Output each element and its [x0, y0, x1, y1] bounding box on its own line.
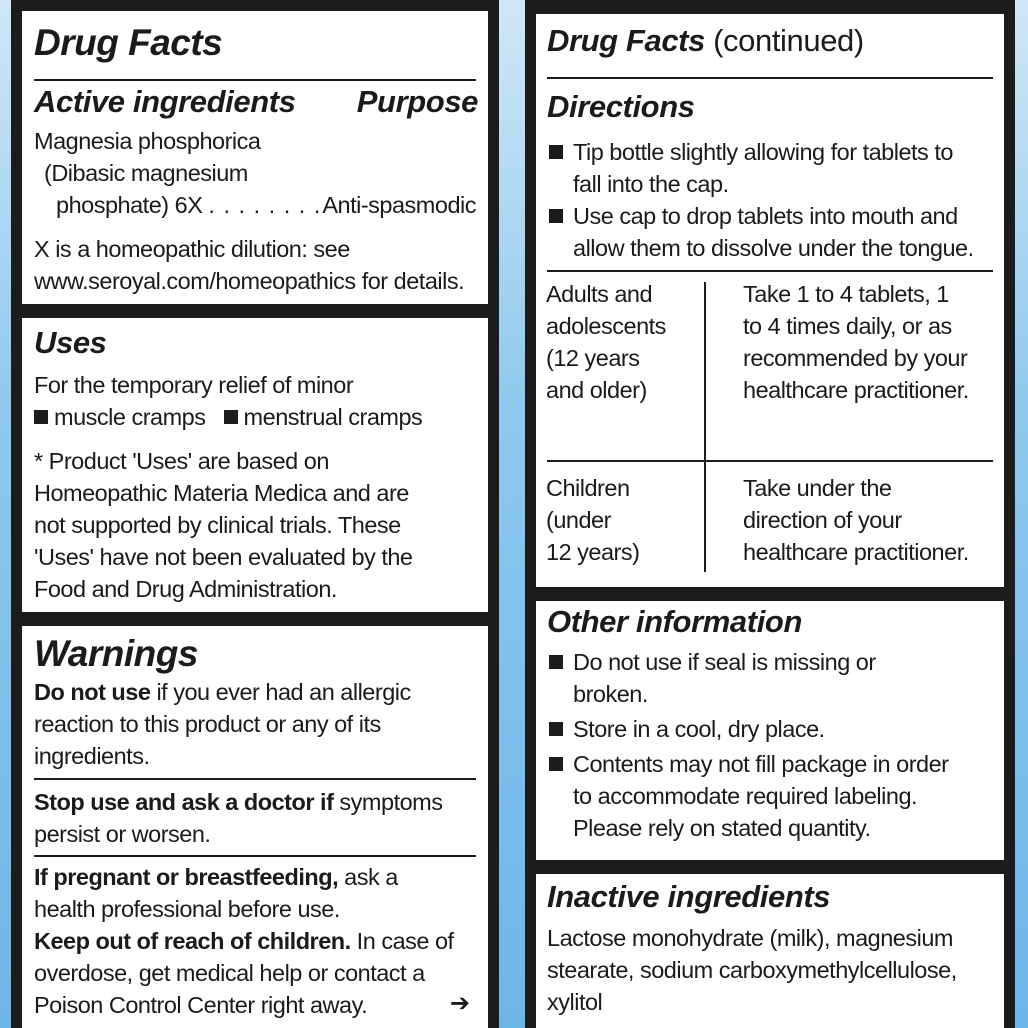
active-ingredients-heading: Active ingredients — [34, 84, 296, 119]
dosage-children-who — [546, 472, 639, 568]
direction-line: allow them to dissolve under the tongue. — [573, 235, 974, 261]
keep-out-text1: In case of — [350, 928, 454, 954]
bullet-icon — [549, 722, 563, 736]
other-line: Contents may not fill package in order — [573, 751, 949, 777]
dosage-dose-line: healthcare practitioner. — [743, 539, 969, 565]
do-not-use-line2: reaction to this product or any of its — [34, 711, 381, 737]
dilution-note-line2: www.seroyal.com/homeopathics for details. — [34, 268, 465, 294]
dosage-adults-dose — [743, 278, 969, 406]
ingredient-line2: (Dibasic magnesium — [44, 160, 248, 186]
pregnant-label: If pregnant or breastfeeding, — [34, 864, 339, 890]
direction-item-tip — [547, 136, 974, 200]
continued-arrow-icon: ➔ — [449, 989, 470, 1017]
stop-use-text1: symptoms — [333, 789, 443, 815]
inactive-line: Lactose monohydrate (milk), magnesium — [547, 925, 953, 951]
dosage-dose-line: to 4 times daily, or as — [743, 313, 952, 339]
drug-facts-title: Drug Facts — [34, 22, 223, 63]
inactive-line: xylitol — [547, 989, 603, 1015]
dosage-dose-line: Take 1 to 4 tablets, 1 — [743, 281, 949, 307]
other-line: Please rely on stated quantity. — [573, 815, 871, 841]
dosage-dose-line: recommended by your — [743, 345, 968, 371]
stop-use-line1 — [34, 786, 443, 818]
keep-out-line2: overdose, get medical help or contact a — [34, 960, 425, 986]
other-text — [573, 713, 825, 745]
continued-title-rule — [547, 77, 993, 79]
dosage-who-line: (under — [546, 507, 611, 533]
uses-note-line: Homeopathic Materia Medica and are — [34, 480, 409, 506]
dosage-adults-who — [546, 278, 666, 406]
dosage-table-divider — [704, 282, 706, 572]
dosage-dose-line: Take under the — [743, 475, 892, 501]
dosage-table-row-rule — [547, 460, 993, 462]
bullet-icon — [549, 655, 563, 669]
pregnant-text1: ask a — [338, 864, 398, 890]
active-ingredients-panel — [22, 11, 488, 304]
do-not-use-text1: if you ever had an allergic — [150, 679, 411, 705]
inactive-ingredients-panel — [536, 874, 1004, 1028]
other-item-store — [547, 713, 949, 745]
stop-use-label: Stop use and ask a doctor if — [34, 789, 334, 815]
keep-out-line1 — [34, 925, 454, 957]
keep-out-line3: Poison Control Center right away. — [34, 992, 368, 1018]
warnings-rule-1 — [34, 778, 476, 780]
other-text — [573, 646, 876, 710]
uses-note-line: Food and Drug Administration. — [34, 576, 337, 602]
title-rule — [34, 79, 476, 81]
uses-note-line: 'Uses' have not been evaluated by the — [34, 544, 413, 570]
ingredient-purpose: Anti-spasmodic — [322, 192, 476, 218]
uses-heading: Uses — [34, 325, 107, 360]
other-item-seal — [547, 646, 949, 710]
dosage-table-top-rule — [547, 270, 993, 272]
drug-facts-continued-title — [547, 24, 864, 58]
bullet-icon — [549, 145, 563, 159]
other-line: to accommodate required labeling. — [573, 783, 918, 809]
do-not-use-label: Do not use — [34, 679, 151, 705]
uses-intro: For the temporary relief of minor — [34, 372, 354, 398]
bullet-icon — [34, 410, 48, 424]
dosage-dose-line: healthcare practitioner. — [743, 377, 969, 403]
other-line: broken. — [573, 681, 648, 707]
pregnant-block — [34, 861, 454, 1021]
uses-item-menstrual: menstrual cramps — [243, 404, 423, 430]
stop-use-block — [34, 786, 443, 850]
bullet-icon — [549, 757, 563, 771]
other-text — [573, 748, 949, 844]
uses-note-line: not supported by clinical trials. These — [34, 512, 401, 538]
dosage-who-line: adolescents — [546, 313, 666, 339]
uses-panel — [22, 318, 488, 612]
drug-facts-left-column — [11, 0, 499, 1028]
continued-title-main: Drug Facts — [547, 23, 705, 58]
other-information-list — [547, 646, 949, 844]
direction-line: Use cap to drop tablets into mouth and — [573, 203, 958, 229]
directions-panel — [536, 14, 1004, 587]
dilution-note-line1: X is a homeopathic dilution: see — [34, 236, 350, 262]
direction-text — [573, 136, 953, 200]
purpose-heading: Purpose — [356, 84, 478, 119]
do-not-use-block — [34, 676, 411, 772]
directions-list — [547, 136, 974, 264]
uses-note — [34, 445, 413, 605]
other-line: Store in a cool, dry place. — [573, 716, 825, 742]
ingredient-line1: Magnesia phosphorica — [34, 128, 261, 154]
dosage-who-line: (12 years — [546, 345, 640, 371]
ingredient-name: phosphate) 6X — [56, 192, 203, 218]
uses-items — [32, 401, 422, 433]
other-item-contents — [547, 748, 949, 844]
ingredient-dots: . . . . . . . . — [208, 192, 322, 218]
directions-heading: Directions — [547, 89, 695, 124]
drug-facts-right-column — [525, 0, 1015, 1028]
direction-text — [573, 200, 974, 264]
warnings-heading: Warnings — [34, 633, 198, 674]
other-information-heading: Other information — [547, 604, 802, 639]
uses-item-muscle: muscle cramps — [54, 404, 206, 430]
warnings-rule-2 — [34, 855, 476, 857]
do-not-use-line3: ingredients. — [34, 743, 150, 769]
other-line: Do not use if seal is missing or — [573, 649, 876, 675]
direction-line: Tip bottle slightly allowing for tablets to — [573, 139, 953, 165]
dosage-children-dose — [743, 472, 969, 568]
dosage-who-line: 12 years) — [546, 539, 640, 565]
do-not-use-line1 — [34, 676, 411, 708]
other-information-panel — [536, 601, 1004, 860]
warnings-panel — [22, 626, 488, 1028]
direction-item-cap — [547, 200, 974, 264]
dosage-dose-line: direction of your — [743, 507, 902, 533]
keep-out-label: Keep out of reach of children. — [34, 928, 351, 954]
uses-note-line: * Product 'Uses' are based on — [34, 448, 329, 474]
stop-use-line2: persist or worsen. — [34, 821, 211, 847]
bullet-icon — [224, 410, 238, 424]
dosage-who-line: Adults and — [546, 281, 653, 307]
inactive-line: stearate, sodium carboxymethylcellulose, — [547, 957, 957, 983]
pregnant-line2: health professional before use. — [34, 896, 340, 922]
direction-line: fall into the cap. — [573, 171, 729, 197]
inactive-ingredients-text — [547, 922, 957, 1018]
continued-title-suffix: (continued) — [704, 23, 864, 58]
inactive-ingredients-heading: Inactive ingredients — [547, 879, 831, 914]
dosage-who-line: and older) — [546, 377, 647, 403]
bullet-icon — [549, 209, 563, 223]
pregnant-line1 — [34, 861, 454, 893]
dosage-who-line: Children — [546, 475, 630, 501]
ingredient-line3 — [56, 189, 321, 221]
